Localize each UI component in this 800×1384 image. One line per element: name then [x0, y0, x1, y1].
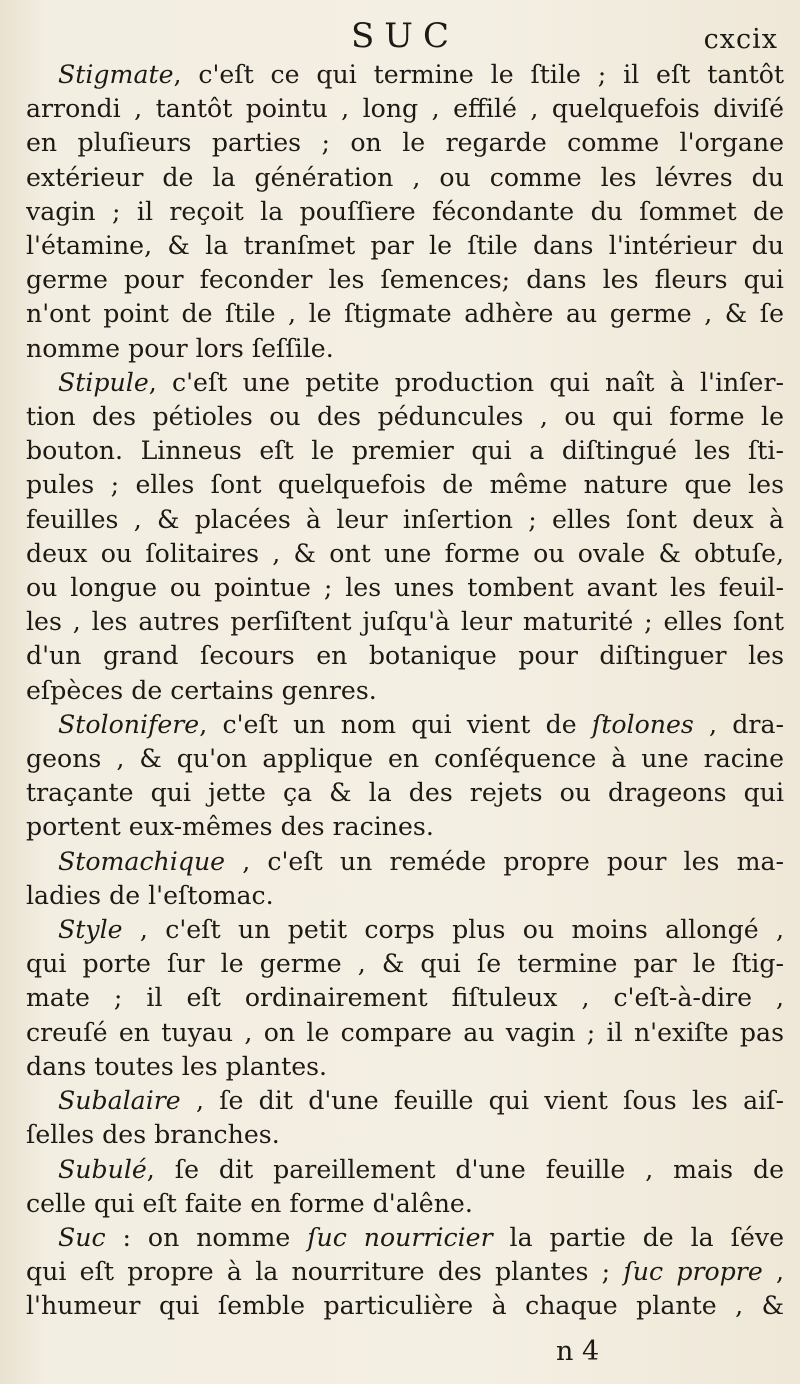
text-line: [26, 297, 784, 331]
italic-phrase: ſuc nourricier: [307, 1222, 493, 1252]
text-line: [26, 400, 784, 434]
text-line: [26, 434, 784, 468]
text-line: [26, 1153, 784, 1187]
text-line: [26, 1221, 784, 1255]
running-head: SUC: [351, 16, 459, 56]
text-line: [26, 126, 784, 160]
text-line: [26, 879, 784, 913]
text-line: [26, 1084, 784, 1118]
text-line: [26, 1118, 784, 1152]
text-line: [26, 776, 784, 810]
text-segment: qui porte ſur le germe , & qui ſe termine par le ſtig-: [26, 949, 784, 979]
glossary-entry: [26, 366, 784, 708]
text-line: [26, 605, 784, 639]
text-line: [26, 332, 784, 366]
text-line: [26, 58, 784, 92]
glossary-body: [26, 58, 784, 1324]
text-line: [26, 639, 784, 673]
text-segment: creuſé en tuyau , on le compare au vagin ; il n'exiſte pas: [26, 1017, 784, 1047]
entry-term: Subulé: [58, 1154, 147, 1184]
glossary-entry: [26, 845, 784, 913]
text-line: [26, 161, 784, 195]
text-line: [26, 366, 784, 400]
text-line: [26, 981, 784, 1015]
entry-term: Stipule: [58, 367, 149, 397]
text-line: [26, 195, 784, 229]
text-segment: : on nomme: [105, 1222, 308, 1252]
text-line: [26, 229, 784, 263]
text-segment: mate ; il eſt ordinairement fiſtuleux , c'eſt-à-dire ,: [26, 983, 784, 1013]
text-line: [26, 1187, 784, 1221]
signature-mark: n 4: [556, 1336, 600, 1367]
text-line: [26, 571, 784, 605]
page-number: cxcix: [703, 24, 778, 55]
text-segment: eſpèces de certains genres.: [26, 675, 377, 705]
text-segment: , c'eſt un nom qui vient de: [199, 709, 592, 739]
page-header: [26, 14, 784, 58]
text-line: [26, 263, 784, 297]
text-segment: pules ; elles ſont quelquefois de même nature que les: [26, 470, 784, 500]
italic-phrase: ſuc propre: [623, 1257, 763, 1287]
text-segment: ,: [762, 1257, 784, 1287]
text-line: [26, 1289, 784, 1323]
glossary-entry: [26, 58, 784, 366]
text-line: [26, 845, 784, 879]
text-line: [26, 1255, 784, 1289]
glossary-entry: [26, 913, 784, 1084]
text-line: [26, 537, 784, 571]
glossary-entry: [26, 1084, 784, 1152]
text-segment: traçante qui jette ça & la des rejets ou drageons qui: [26, 778, 784, 808]
text-segment: , dra-: [693, 709, 784, 739]
entry-term: Suc: [58, 1222, 106, 1252]
text-segment: n'ont point de ſtile , le ſtigmate adhère au germe , & ſe: [26, 299, 784, 329]
text-segment: , c'eſt ce qui termine le ſtile ; il eſt tantôt: [173, 60, 784, 89]
glossary-entry: [26, 708, 784, 845]
glossary-entry: [26, 1221, 784, 1324]
text-segment: l'étamine, & la tranſmet par le ſtile dans l'intérieur du: [26, 231, 784, 261]
text-line: [26, 503, 784, 537]
text-segment: deux ou ſolitaires , & ont une forme ou ovale & obtuſe,: [26, 538, 784, 568]
text-segment: la partie de la ſéve: [492, 1222, 784, 1252]
text-segment: germe pour feconder les ſemences; dans les fleurs qui: [26, 265, 784, 295]
text-segment: ſelles des branches.: [26, 1120, 280, 1150]
italic-phrase: ſtolones: [591, 709, 694, 739]
text-line: [26, 810, 784, 844]
text-segment: l'humeur qui ſemble particulière à chaque plante , &: [26, 1291, 784, 1321]
text-segment: en pluſieurs parties ; on le regarde comme l'organe: [26, 128, 784, 158]
text-segment: vagin ; il reçoit la pouſſiere fécondante du ſommet de: [26, 196, 784, 226]
text-line: [26, 674, 784, 708]
text-segment: les , les autres perſiſtent juſqu'à leur maturité ; elles ſont: [26, 607, 784, 637]
text-segment: nomme pour lors ſeſſile.: [26, 333, 334, 363]
entry-term: Stigmate: [58, 60, 174, 89]
text-segment: ladies de l'eſtomac.: [26, 880, 274, 910]
text-line: [26, 947, 784, 981]
text-line: [26, 468, 784, 502]
glossary-entry: [26, 1153, 784, 1221]
text-line: [26, 913, 784, 947]
text-segment: , c'eſt une petite production qui naît à l'inſer-: [148, 367, 784, 397]
entry-term: Stomachique: [58, 846, 226, 876]
text-segment: extérieur de la génération , ou comme les lévres du: [26, 162, 784, 192]
entry-term: Style: [58, 915, 123, 945]
text-segment: feuilles , & placées à leur inſertion ; elles ſont deux à: [26, 504, 784, 534]
text-line: [26, 1050, 784, 1084]
text-segment: dans toutes les plantes.: [26, 1051, 328, 1081]
text-line: [26, 708, 784, 742]
text-segment: geons , & qu'on applique en conſéquence à une racine: [26, 744, 784, 774]
entry-term: Stolonifere: [58, 709, 200, 739]
text-segment: qui eſt propre à la nourriture des plantes ;: [26, 1257, 624, 1287]
text-line: [26, 1016, 784, 1050]
text-segment: celle qui eſt faite en forme d'alêne.: [26, 1188, 473, 1218]
text-segment: , ſe dit pareillement d'une feuille , mais de: [146, 1154, 784, 1184]
text-segment: ou longue ou pointue ; les unes tombent avant les feuil-: [26, 573, 784, 603]
text-segment: arrondi , tantôt pointu , long , effilé , quelquefois diviſé: [26, 94, 784, 124]
entry-term: Subalaire: [58, 1086, 181, 1116]
text-segment: , c'eſt un petit corps plus ou moins allongé ,: [122, 915, 784, 945]
text-segment: tion des pétioles ou des péduncules , ou qui forme le: [26, 402, 784, 432]
text-segment: portent eux-mêmes des racines.: [26, 812, 434, 842]
text-segment: , ſe dit d'une feuille qui vient ſous les aiſ-: [180, 1086, 784, 1116]
text-line: [26, 92, 784, 126]
text-segment: d'un grand ſecours en botanique pour diſtinguer les: [26, 641, 784, 671]
text-segment: bouton. Linneus eſt le premier qui a diſtingué les ſti-: [26, 436, 784, 466]
text-line: [26, 742, 784, 776]
text-segment: , c'eſt un reméde propre pour les ma-: [225, 846, 784, 876]
